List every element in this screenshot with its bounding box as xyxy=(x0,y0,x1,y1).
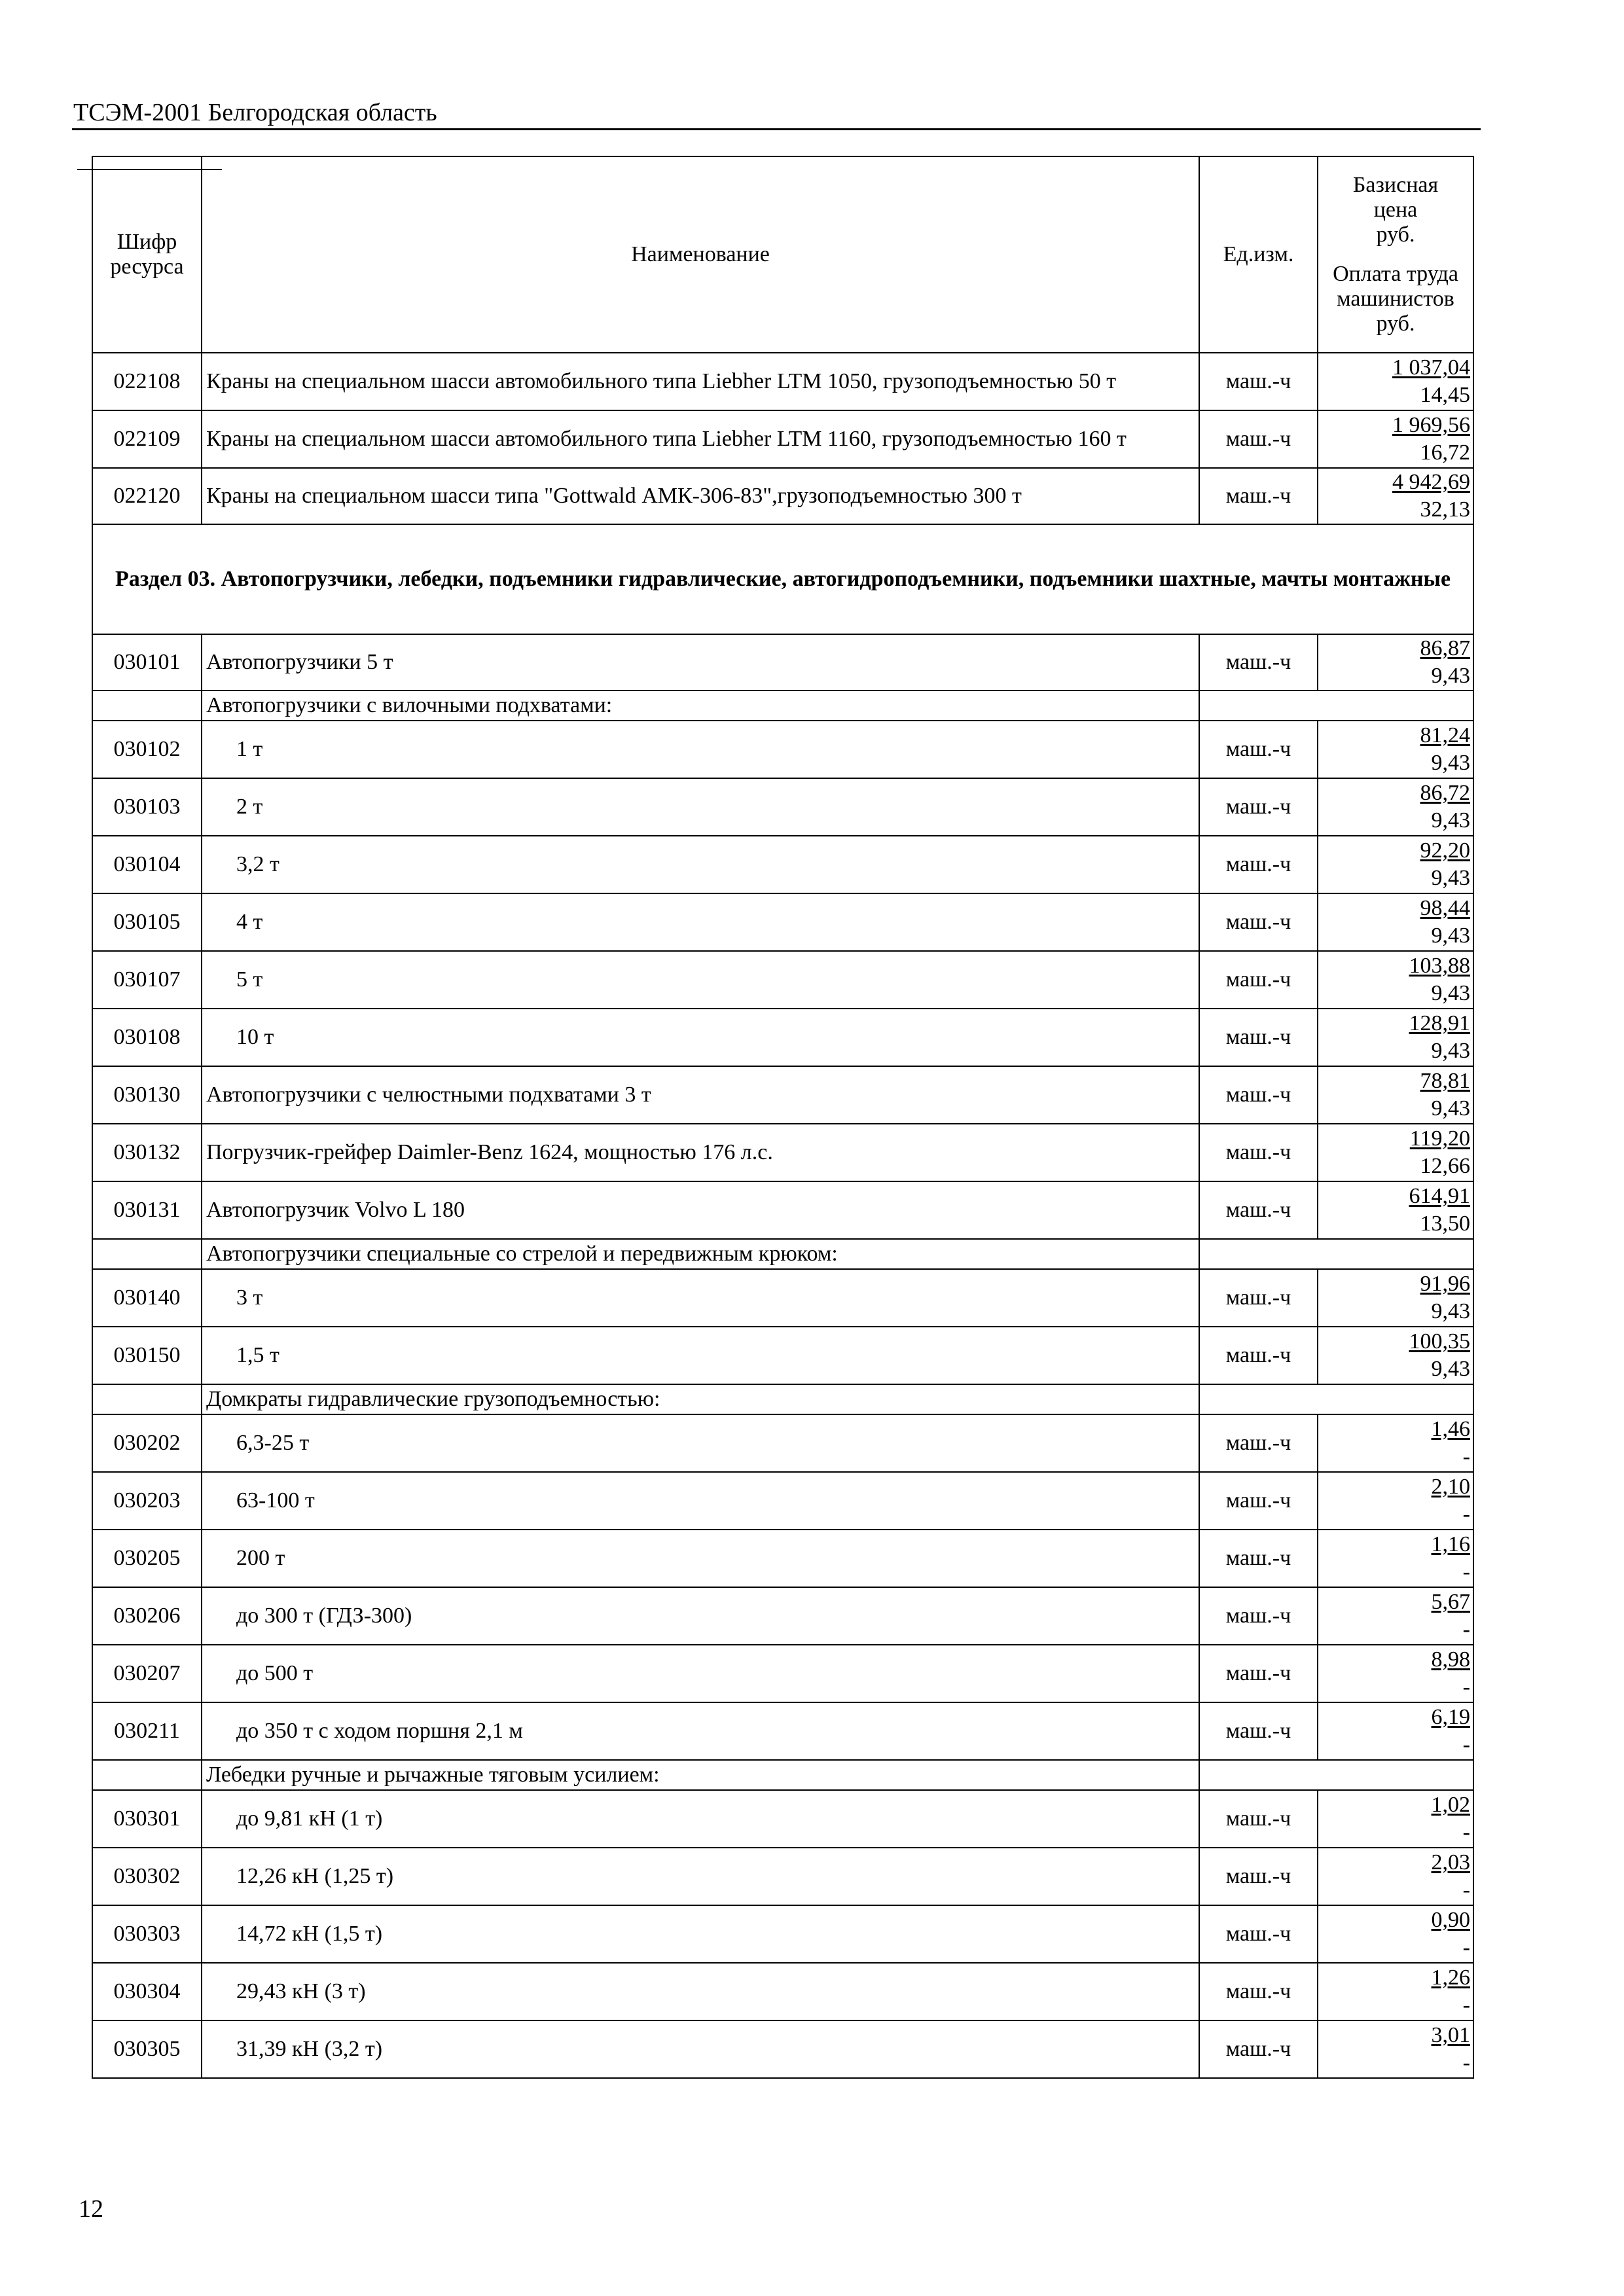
operator-labor-cost: - xyxy=(1462,1820,1470,1844)
base-price: 4 942,69 xyxy=(1392,470,1470,494)
unit-of-measure: маш.-ч xyxy=(1199,1905,1318,1963)
resource-code: 030304 xyxy=(92,1963,202,2020)
subheading-blank-cell xyxy=(1199,1239,1473,1269)
unit-of-measure: маш.-ч xyxy=(1199,1009,1318,1066)
resource-name: до 300 т (ГДЗ-300) xyxy=(202,1587,1199,1645)
resource-name: Автопогрузчики 5 т xyxy=(202,634,1199,691)
table-row xyxy=(92,1848,1473,1905)
table-row xyxy=(92,1587,1473,1645)
resource-code: 022108 xyxy=(92,353,202,410)
table-row xyxy=(92,1472,1473,1530)
resource-code: 030205 xyxy=(92,1530,202,1587)
resource-name: 12,26 кН (1,25 т) xyxy=(202,1848,1199,1905)
operator-labor-cost: 9,43 xyxy=(1431,1039,1470,1063)
unit-of-measure: маш.-ч xyxy=(1199,1587,1318,1645)
price-cell xyxy=(1318,1790,1473,1848)
subheading-text: Автопогрузчики специальные со стрелой и передвижным крюком: xyxy=(202,1239,1199,1269)
subheading-row xyxy=(92,1384,1473,1414)
base-price: 103,88 xyxy=(1409,954,1470,978)
unit-of-measure: маш.-ч xyxy=(1199,468,1318,524)
column-header-spacer xyxy=(1318,247,1473,262)
resource-code: 030132 xyxy=(92,1124,202,1181)
table-row xyxy=(92,1269,1473,1327)
operator-labor-cost: 12,66 xyxy=(1420,1154,1470,1178)
operator-labor-cost: - xyxy=(1462,1878,1470,1902)
resource-name: 6,3-25 т xyxy=(202,1414,1199,1472)
base-price: 81,24 xyxy=(1420,723,1470,747)
resource-code: 030131 xyxy=(92,1181,202,1239)
operator-labor-cost: - xyxy=(1462,1560,1470,1584)
operator-labor-cost: - xyxy=(1462,1732,1470,1757)
unit-of-measure: маш.-ч xyxy=(1199,2020,1318,2078)
unit-of-measure: маш.-ч xyxy=(1199,1963,1318,2020)
base-price: 5,67 xyxy=(1431,1590,1470,1614)
operator-labor-cost: - xyxy=(1462,1617,1470,1641)
resource-name: 14,72 кН (1,5 т) xyxy=(202,1905,1199,1963)
unit-of-measure: маш.-ч xyxy=(1199,951,1318,1009)
resource-code: 022120 xyxy=(92,468,202,524)
price-cell xyxy=(1318,836,1473,893)
operator-labor-cost: - xyxy=(1462,1993,1470,2017)
table-row xyxy=(92,2020,1473,2078)
unit-of-measure: маш.-ч xyxy=(1199,721,1318,778)
subheading-text: Лебедки ручные и рычажные тяговым усилием: xyxy=(202,1760,1199,1790)
unit-of-measure: маш.-ч xyxy=(1199,893,1318,951)
resource-code: 030104 xyxy=(92,836,202,893)
table-row xyxy=(92,951,1473,1009)
operator-labor-cost: 9,43 xyxy=(1431,924,1470,948)
operator-labor-cost: - xyxy=(1462,1675,1470,1699)
resource-name: до 350 т с ходом поршня 2,1 м xyxy=(202,1702,1199,1760)
table-row xyxy=(92,1066,1473,1124)
price-table xyxy=(92,156,1474,2079)
subheading-text: Домкраты гидравлические грузоподъемностью: xyxy=(202,1384,1199,1414)
subheading-row xyxy=(92,691,1473,721)
base-price: 614,91 xyxy=(1409,1184,1470,1208)
base-price: 119,20 xyxy=(1409,1126,1470,1151)
resource-name: Погрузчик-грейфер Daimler-Benz 1624, мощностью 176 л.с. xyxy=(202,1124,1199,1181)
column-header-price-line: цена xyxy=(1373,198,1418,222)
table-row xyxy=(92,1124,1473,1181)
price-cell xyxy=(1318,951,1473,1009)
price-cell xyxy=(1318,1009,1473,1066)
unit-of-measure: маш.-ч xyxy=(1199,1645,1318,1702)
table-row xyxy=(92,1327,1473,1384)
resource-code: 030140 xyxy=(92,1269,202,1327)
resource-name: Краны на специальном шасси автомобильного типа Liebher LTM 1050, грузоподъемностью 50 т xyxy=(202,353,1199,410)
price-cell xyxy=(1318,1181,1473,1239)
column-header-price xyxy=(1318,156,1473,353)
base-price: 3,01 xyxy=(1431,2023,1470,2047)
resource-name: 10 т xyxy=(202,1009,1199,1066)
subheading-blank-cell xyxy=(1199,1760,1473,1790)
subheading-row xyxy=(92,1239,1473,1269)
resource-name: до 500 т xyxy=(202,1645,1199,1702)
price-cell xyxy=(1318,1963,1473,2020)
unit-of-measure: маш.-ч xyxy=(1199,1066,1318,1124)
operator-labor-cost: 9,43 xyxy=(1431,1357,1470,1381)
price-cell xyxy=(1318,1702,1473,1760)
column-header-price-line: Базисная xyxy=(1352,173,1439,197)
unit-of-measure: маш.-ч xyxy=(1199,1269,1318,1327)
base-price: 92,20 xyxy=(1420,838,1470,863)
resource-name: Краны на специальном шасси типа "Gottwald АМК-306-83",грузоподъемностью 300 т xyxy=(202,468,1199,524)
resource-code: 030130 xyxy=(92,1066,202,1124)
table-row xyxy=(92,1009,1473,1066)
table-row xyxy=(92,1414,1473,1472)
price-cell xyxy=(1318,1530,1473,1587)
table-row xyxy=(92,721,1473,778)
resource-name: 4 т xyxy=(202,893,1199,951)
base-price: 1 969,56 xyxy=(1392,413,1470,437)
subheading-row xyxy=(92,1760,1473,1790)
price-cell xyxy=(1318,1269,1473,1327)
table-row xyxy=(92,1645,1473,1702)
subheading-code-cell xyxy=(92,691,202,721)
unit-of-measure: маш.-ч xyxy=(1199,1530,1318,1587)
document-header-title: ТСЭМ-2001 Белгородская область xyxy=(73,99,437,126)
base-price: 6,19 xyxy=(1431,1705,1470,1729)
column-header-price-line: руб. xyxy=(1376,223,1415,247)
base-price: 78,81 xyxy=(1420,1069,1470,1093)
subheading-text: Автопогрузчики с вилочными подхватами: xyxy=(202,691,1199,721)
operator-labor-cost: 9,43 xyxy=(1431,808,1470,833)
subheading-code-cell xyxy=(92,1760,202,1790)
price-cell xyxy=(1318,1066,1473,1124)
operator-labor-cost: 9,43 xyxy=(1431,664,1470,688)
base-price: 100,35 xyxy=(1409,1329,1470,1354)
resource-code: 030305 xyxy=(92,2020,202,2078)
unit-of-measure: маш.-ч xyxy=(1199,353,1318,410)
base-price: 86,72 xyxy=(1420,781,1470,805)
resource-code: 030301 xyxy=(92,1790,202,1848)
price-cell xyxy=(1318,1645,1473,1702)
base-price: 86,87 xyxy=(1420,636,1470,660)
table-row xyxy=(92,468,1473,524)
resource-name: 1 т xyxy=(202,721,1199,778)
price-cell xyxy=(1318,1905,1473,1963)
resource-code: 030102 xyxy=(92,721,202,778)
resource-name: 3 т xyxy=(202,1269,1199,1327)
unit-of-measure: маш.-ч xyxy=(1199,1848,1318,1905)
base-price: 8,98 xyxy=(1431,1647,1470,1672)
operator-labor-cost: 14,45 xyxy=(1420,383,1470,407)
resource-code: 030103 xyxy=(92,778,202,836)
column-header-labor-line: машинистов xyxy=(1337,287,1454,311)
table-row xyxy=(92,893,1473,951)
resource-code: 030206 xyxy=(92,1587,202,1645)
resource-code: 030107 xyxy=(92,951,202,1009)
operator-labor-cost: - xyxy=(1462,2051,1470,2075)
table-row xyxy=(92,1181,1473,1239)
resource-name: 31,39 кН (3,2 т) xyxy=(202,2020,1199,2078)
page-number: 12 xyxy=(79,2195,103,2223)
table-row xyxy=(92,410,1473,468)
table-row xyxy=(92,1702,1473,1760)
operator-labor-cost: 9,43 xyxy=(1431,1096,1470,1121)
base-price: 128,91 xyxy=(1409,1011,1470,1035)
unit-of-measure: маш.-ч xyxy=(1199,836,1318,893)
table-row xyxy=(92,778,1473,836)
resource-name: 5 т xyxy=(202,951,1199,1009)
price-cell xyxy=(1318,1848,1473,1905)
price-cell xyxy=(1318,893,1473,951)
resource-name: 29,43 кН (3 т) xyxy=(202,1963,1199,2020)
price-cell xyxy=(1318,1414,1473,1472)
resource-code: 030303 xyxy=(92,1905,202,1963)
operator-labor-cost: - xyxy=(1462,1935,1470,1960)
resource-code: 030108 xyxy=(92,1009,202,1066)
unit-of-measure: маш.-ч xyxy=(1199,778,1318,836)
unit-of-measure: маш.-ч xyxy=(1199,1327,1318,1384)
resource-code: 030302 xyxy=(92,1848,202,1905)
base-price: 98,44 xyxy=(1420,896,1470,920)
subheading-code-cell xyxy=(92,1239,202,1269)
unit-of-measure: маш.-ч xyxy=(1199,1790,1318,1848)
base-price: 2,03 xyxy=(1431,1850,1470,1874)
column-header-name: Наименование xyxy=(202,156,1199,353)
table-row xyxy=(92,1963,1473,2020)
resource-name: до 9,81 кН (1 т) xyxy=(202,1790,1199,1848)
price-cell xyxy=(1318,721,1473,778)
resource-code: 022109 xyxy=(92,410,202,468)
table-row xyxy=(92,836,1473,893)
price-cell xyxy=(1318,353,1473,410)
base-price: 1,16 xyxy=(1431,1532,1470,1556)
table-row xyxy=(92,1905,1473,1963)
operator-labor-cost: 32,13 xyxy=(1420,497,1470,522)
table-header-row xyxy=(92,156,1473,353)
operator-labor-cost: 13,50 xyxy=(1420,1211,1470,1236)
operator-labor-cost: 9,43 xyxy=(1431,751,1470,775)
header-rule xyxy=(72,128,1481,130)
price-cell xyxy=(1318,1327,1473,1384)
section-heading: Раздел 03. Автопогрузчики, лебедки, подъемники гидравлические, автогидроподъемники, подъемники шахтные, мачты монтажные xyxy=(92,524,1473,634)
subheading-blank-cell xyxy=(1199,1384,1473,1414)
price-cell xyxy=(1318,410,1473,468)
unit-of-measure: маш.-ч xyxy=(1199,1414,1318,1472)
column-header-labor-line: руб. xyxy=(1376,312,1415,336)
table-row xyxy=(92,1790,1473,1848)
price-cell xyxy=(1318,1587,1473,1645)
unit-of-measure: маш.-ч xyxy=(1199,1181,1318,1239)
column-header-code: Шифр ресурса xyxy=(92,156,202,353)
resource-name: 3,2 т xyxy=(202,836,1199,893)
base-price: 1,46 xyxy=(1431,1417,1470,1441)
unit-of-measure: маш.-ч xyxy=(1199,1702,1318,1760)
table-row xyxy=(92,353,1473,410)
unit-of-measure: маш.-ч xyxy=(1199,634,1318,691)
resource-code: 030150 xyxy=(92,1327,202,1384)
resource-name: 63-100 т xyxy=(202,1472,1199,1530)
resource-name: 1,5 т xyxy=(202,1327,1199,1384)
price-cell xyxy=(1318,778,1473,836)
subheading-code-cell xyxy=(92,1384,202,1414)
resource-name: 2 т xyxy=(202,778,1199,836)
unit-of-measure: маш.-ч xyxy=(1199,1124,1318,1181)
operator-labor-cost: 9,43 xyxy=(1431,866,1470,890)
resource-name: Автопогрузчик Volvo L 180 xyxy=(202,1181,1199,1239)
resource-code: 030207 xyxy=(92,1645,202,1702)
resource-code: 030203 xyxy=(92,1472,202,1530)
operator-labor-cost: 9,43 xyxy=(1431,981,1470,1005)
base-price: 2,10 xyxy=(1431,1475,1470,1499)
operator-labor-cost: 16,72 xyxy=(1420,440,1470,465)
column-header-unit: Ед.изм. xyxy=(1199,156,1318,353)
column-header-labor-line: Оплата труда xyxy=(1333,262,1458,286)
price-cell xyxy=(1318,1124,1473,1181)
resource-code: 030202 xyxy=(92,1414,202,1472)
operator-labor-cost: - xyxy=(1462,1444,1470,1469)
resource-name: 200 т xyxy=(202,1530,1199,1587)
unit-of-measure: маш.-ч xyxy=(1199,1472,1318,1530)
operator-labor-cost: - xyxy=(1462,1502,1470,1526)
unit-of-measure: маш.-ч xyxy=(1199,410,1318,468)
table-row xyxy=(92,1530,1473,1587)
price-cell xyxy=(1318,1472,1473,1530)
base-price: 1,02 xyxy=(1431,1793,1470,1817)
price-cell xyxy=(1318,468,1473,524)
section-heading-row xyxy=(92,524,1473,634)
resource-name: Краны на специальном шасси автомобильного типа Liebher LTM 1160, грузоподъемностью 160 т xyxy=(202,410,1199,468)
price-cell xyxy=(1318,634,1473,691)
table-row xyxy=(92,634,1473,691)
base-price: 1,26 xyxy=(1431,1965,1470,1990)
resource-code: 030105 xyxy=(92,893,202,951)
price-cell xyxy=(1318,2020,1473,2078)
base-price: 1 037,04 xyxy=(1392,355,1470,380)
subheading-blank-cell xyxy=(1199,691,1473,721)
resource-code: 030101 xyxy=(92,634,202,691)
base-price: 0,90 xyxy=(1431,1908,1470,1932)
resource-name: Автопогрузчики с челюстными подхватами 3 т xyxy=(202,1066,1199,1124)
resource-code: 030211 xyxy=(92,1702,202,1760)
base-price: 91,96 xyxy=(1420,1272,1470,1296)
operator-labor-cost: 9,43 xyxy=(1431,1299,1470,1323)
